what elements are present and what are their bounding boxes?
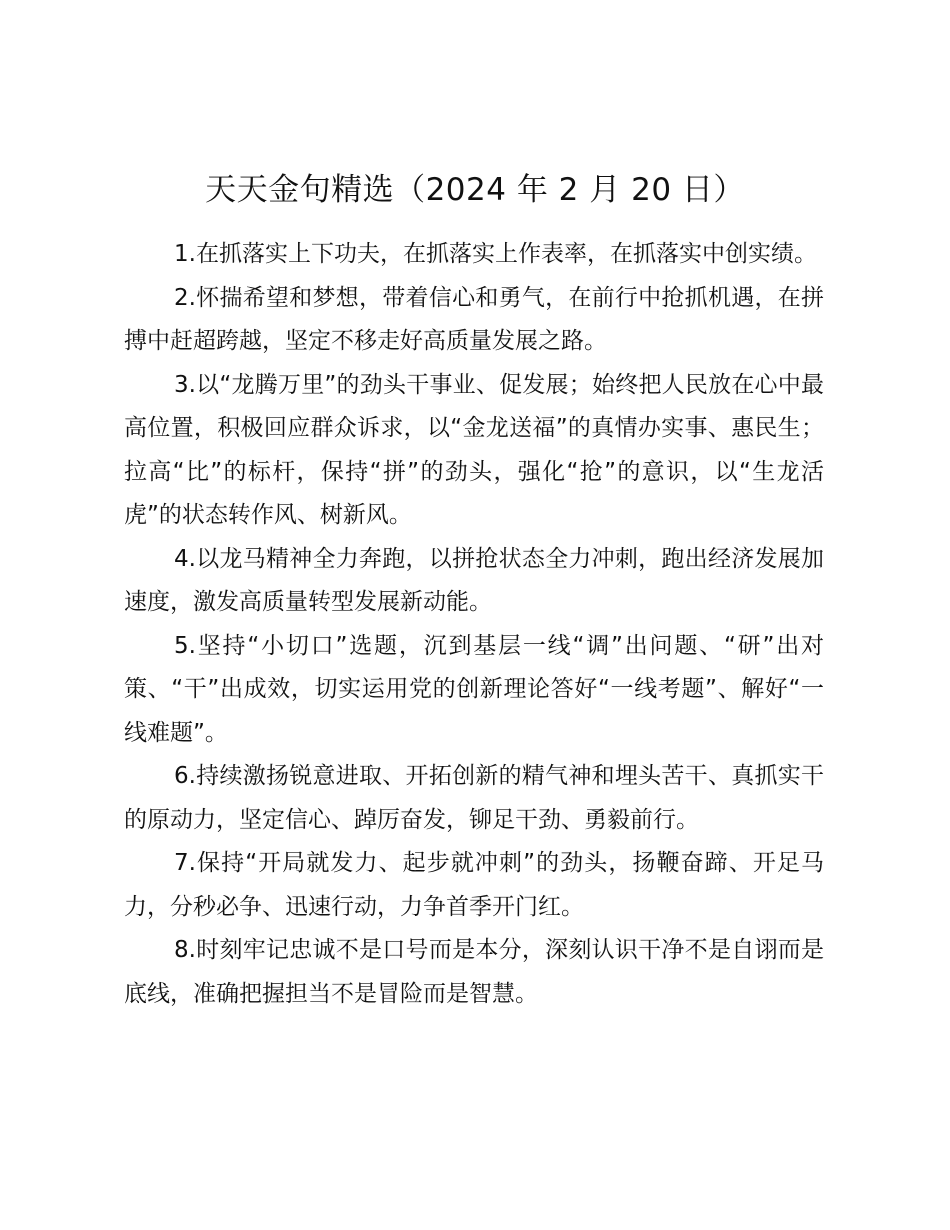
quote-paragraph-6: 6.持续激扬锐意进取、开拓创新的精气神和埋头苦干、真抓实干的原动力，坚定信心、踔厉奋发，铆足干劲、勇毅前行。	[124, 763, 824, 833]
quote-paragraph-1: 1.在抓落实上下功夫，在抓落实上作表率，在抓落实中创实绩。	[174, 241, 817, 267]
document-body	[124, 233, 824, 1016]
document-title: 天天金句精选（2024 年 2 月 20 日）	[205, 172, 745, 208]
quote-paragraph-3: 3.以“龙腾万里”的劲头干事业、促发展；始终把人民放在心中最高位置，积极回应群众诉求，以“金龙送福”的真情办实事、惠民生；拉高“比”的标杆，保持“拼”的劲头，强化“抢”的意识，以“生龙活虎”的状态转作风、树新风。	[124, 371, 824, 528]
quote-paragraph-2: 2.怀揣希望和梦想，带着信心和勇气，在前行中抢抓机遇，在拼搏中赶超跨越，坚定不移走好高质量发展之路。	[124, 284, 824, 354]
quote-paragraph-5: 5.坚持“小切口”选题，沉到基层一线“调”出问题、“研”出对策、“干”出成效，切实运用党的创新理论答好“一线考题”、解好“一线难题”。	[124, 632, 824, 746]
quote-paragraph-7: 7.保持“开局就发力、起步就冲刺”的劲头，扬鞭奋蹄、开足马力，分秒必争、迅速行动，力争首季开门红。	[124, 850, 824, 920]
quote-paragraph-8: 8.时刻牢记忠诚不是口号而是本分，深刻认识干净不是自诩而是底线，准确把握担当不是冒险而是智慧。	[124, 937, 824, 1007]
quote-paragraph-4: 4.以龙马精神全力奔跑，以拼抢状态全力冲刺，跑出经济发展加速度，激发高质量转型发展新动能。	[124, 545, 824, 615]
